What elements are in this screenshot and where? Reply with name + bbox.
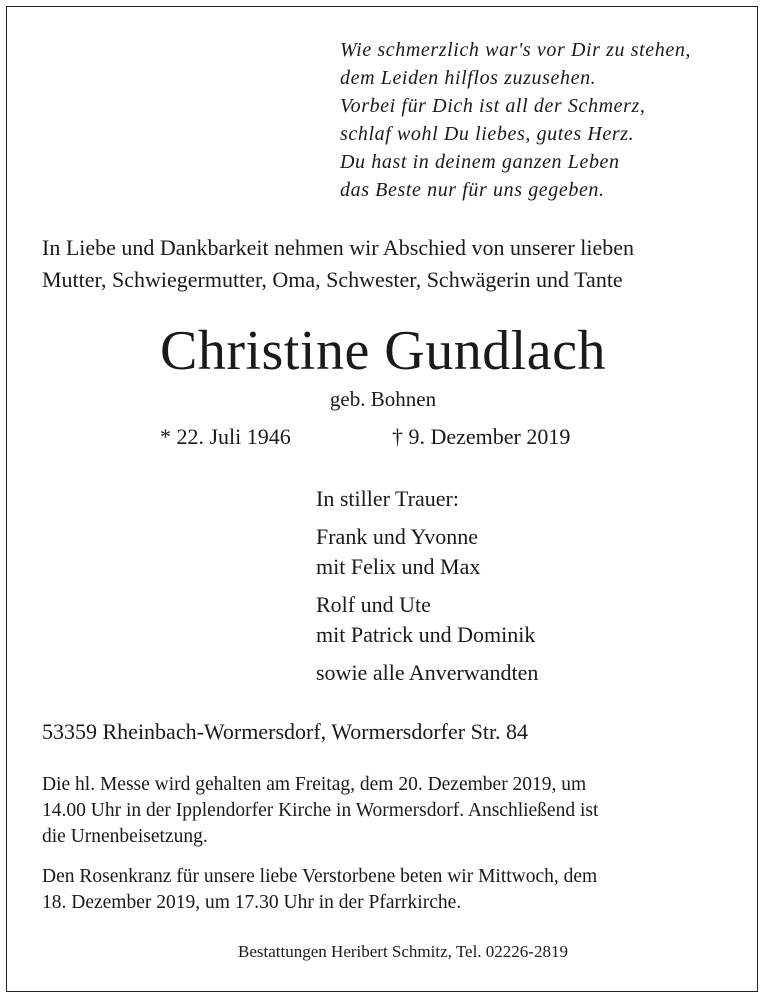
- paragraph-line: 14.00 Uhr in der Ipplendorfer Kirche in Wormersdorf. Anschließend ist: [42, 800, 599, 821]
- mourner-group: [316, 658, 736, 688]
- memorial-poem: [340, 36, 750, 204]
- poem-line: dem Leiden hilflos zuzusehen.: [340, 67, 597, 89]
- paragraph-line: Den Rosenkranz für unsere liebe Verstorbene beten wir Mittwoch, dem: [42, 866, 598, 887]
- mourner-line: Frank und Yvonne: [316, 524, 478, 549]
- maiden-name: geb. Bohnen: [329, 387, 437, 411]
- funeral-home-contact: Bestattungen Heribert Schmitz, Tel. 02226-2819: [238, 942, 568, 961]
- mourners-heading: In stiller Trauer:: [316, 486, 459, 511]
- poem-line: Vorbei für Dich ist all der Schmerz,: [340, 95, 646, 117]
- mass-info: [42, 772, 732, 850]
- rosary-info: [42, 864, 732, 916]
- death-date: † 9. Dezember 2019: [392, 424, 571, 449]
- paragraph-line: die Urnenbeisetzung.: [42, 826, 208, 847]
- poem-line: schlaf wohl Du liebes, gutes Herz.: [340, 123, 635, 145]
- mourner-line: sowie alle Anverwandten: [316, 660, 539, 685]
- intro-line: In Liebe und Dankbarkeit nehmen wir Abschied von unserer lieben: [42, 235, 634, 260]
- mourner-group: [316, 590, 736, 650]
- mourners-list: [316, 484, 736, 696]
- poem-line: Du hast in deinem ganzen Leben: [340, 151, 620, 173]
- mourner-line: Rolf und Ute: [316, 592, 431, 617]
- family-address: 53359 Rheinbach-Wormersdorf, Wormersdorfer Str. 84: [42, 719, 529, 744]
- deceased-name: Christine Gundlach: [159, 320, 607, 382]
- poem-line: Wie schmerzlich war's vor Dir zu stehen,: [340, 39, 692, 61]
- mourner-line: mit Felix und Max: [316, 554, 481, 579]
- paragraph-line: 18. Dezember 2019, um 17.30 Uhr in der Pfarrkirche.: [42, 892, 462, 913]
- mourner-group: [316, 522, 736, 582]
- intro-text: [42, 232, 732, 296]
- poem-line: das Beste nur für uns gegeben.: [340, 179, 605, 201]
- mourner-line: mit Patrick und Dominik: [316, 622, 536, 647]
- intro-line: Mutter, Schwiegermutter, Oma, Schwester, Schwägerin und Tante: [42, 267, 623, 292]
- birth-date: * 22. Juli 1946: [160, 424, 291, 449]
- paragraph-line: Die hl. Messe wird gehalten am Freitag, dem 20. Dezember 2019, um: [42, 774, 587, 795]
